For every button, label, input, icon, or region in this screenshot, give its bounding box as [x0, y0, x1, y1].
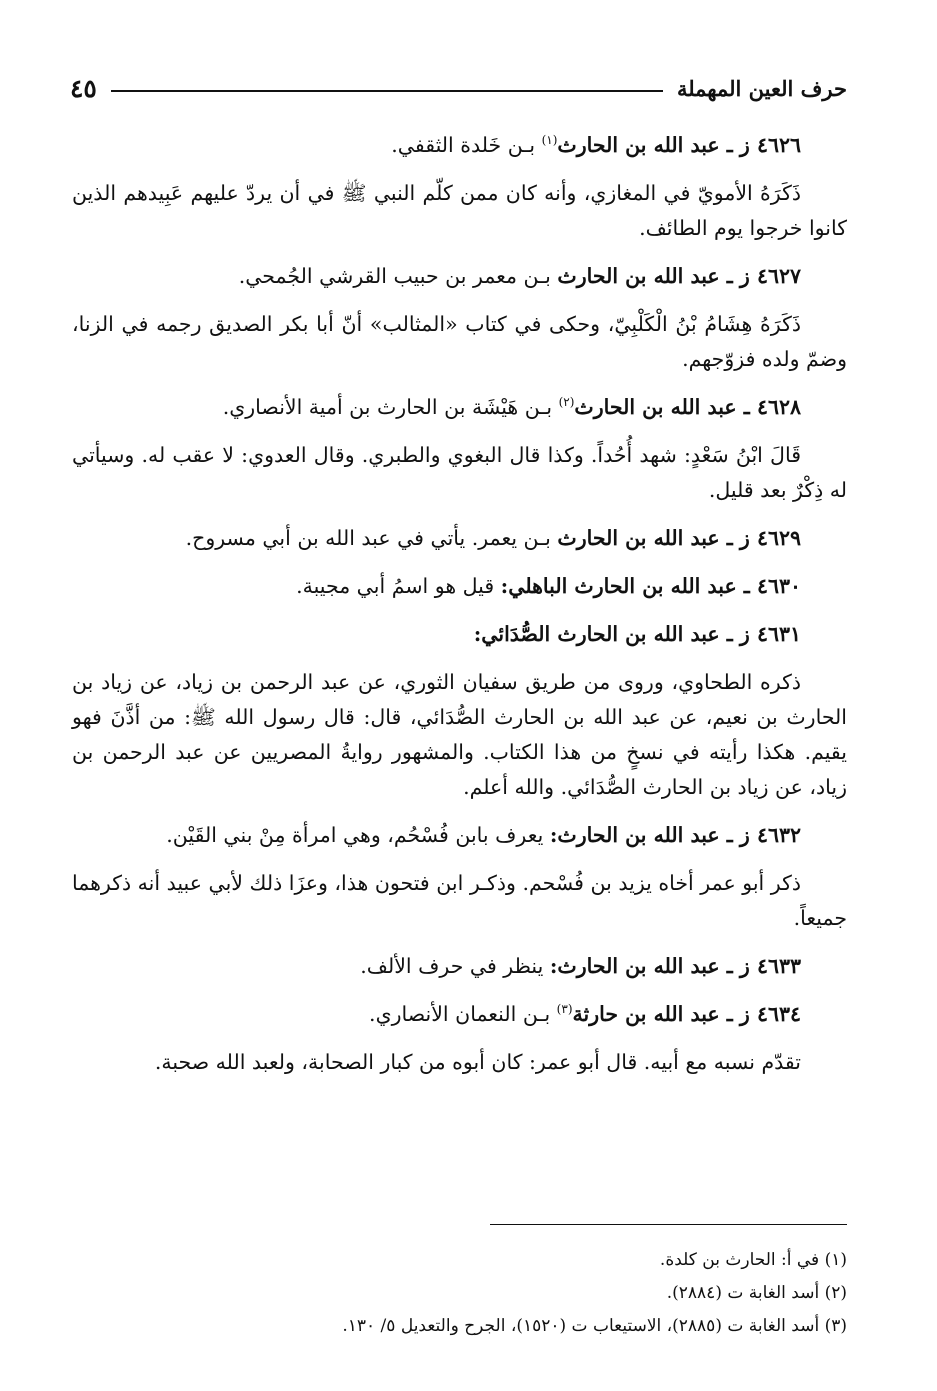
footnotes	[72, 1244, 847, 1343]
footnote: (٣) أسد الغابة ت (٢٨٨٥)، الاستيعاب ت (١٥٢٠)، الجرح والتعديل ٥/ ١٣٠.	[342, 1316, 847, 1336]
body-paragraph: تقدّم نسبه مع أبيه. قال أبو عمر: كان أبوه من كبار الصحابة، ولعبد الله صحبة.	[154, 1050, 801, 1074]
entry-heading-line	[72, 617, 847, 652]
entry-heading-line	[72, 818, 847, 853]
entry-heading: ٤٦٣٤ ز ـ عبد الله بن حارثة	[572, 1002, 801, 1026]
running-title: حرف العين المهملة	[676, 75, 847, 101]
body-paragraph: قَالَ ابْنُ سَعْدٍ: شهد أُحُداً. وكذا قال البغوي والطبري. وقال العدوي: لا عقب له. وسيأتي له ذِكْرٌ بعد قليل.	[72, 443, 847, 502]
footnote-marker: (١)	[541, 133, 558, 148]
entry-heading-line	[72, 949, 847, 984]
entry-heading-line	[72, 128, 847, 163]
body-paragraph: ذكر أبو عمر أخاه يزيد بن فُسْحم. وذكـر ابن فتحون هذا، وعزَا ذلك لأبي عبيد أنه ذكرهما جميعاً.	[72, 871, 847, 930]
entry-text: بـن خَلدة الثقفي.	[391, 133, 542, 157]
entry-heading: ٤٦٣٣ ز ـ عبد الله بن الحارث:	[549, 954, 801, 978]
entry-heading: ٤٦٢٨ ـ عبد الله بن الحارث	[574, 395, 801, 419]
body-paragraph: ذَكَرَهُ الأمويّ في المغازي، وأنه كان ممن كلّم النبي ﷺ في أن يردّ عليهم عَبِيدهم الذين كانوا خرجوا يوم الطائف.	[72, 181, 847, 240]
entry-text: بـن هَيْشَة بن الحارث بن أمية الأنصاري.	[222, 395, 559, 419]
header-rule	[111, 90, 663, 92]
footnote: (٢) أسد الغابة ت (٢٨٨٤).	[666, 1283, 847, 1303]
footnote-marker: (٢)	[558, 395, 575, 410]
entry-heading-line	[72, 259, 847, 294]
entry-text: بـن النعمان الأنصاري.	[369, 1002, 557, 1026]
entry-heading-line	[72, 997, 847, 1032]
entry-heading: ٤٦٢٩ ز ـ عبد الله بن الحارث	[557, 526, 801, 550]
entry-heading: ٤٦٣٠ ـ عبد الله بن الحارث الباهلي:	[500, 574, 801, 598]
footnote-marker: (٣)	[556, 1002, 573, 1017]
body-paragraph: ذَكَرَهُ هِشَامُ بْنُ الْكَلْبِيّ، وحكى في كتاب «المثالب» أنّ أبا بكر الصديق رجمه في الزنا، وضمّ ولده فزوّجهم.	[72, 312, 847, 371]
entry-heading: ٤٦٢٦ ز ـ عبد الله بن الحارث	[557, 133, 801, 157]
footnote-separator	[490, 1224, 847, 1225]
entry-heading-line	[72, 390, 847, 425]
entry-heading: ٤٦٣٢ ز ـ عبد الله بن الحارث:	[549, 823, 801, 847]
body-paragraph: ذكره الطحاوي، وروى من طريق سفيان الثوري، عن عبد الرحمن بن زياد، عن زياد بن الحارث بن نعيم، عن عبد الله بن الحارث الصُّدَائي، قال: قال رسول الله ﷺ: من أذَّنَ فهو يقيم. هكذا رأيته في نسخٍ من هذا الكتاب. والمشهور روايةُ المصريين عن عبد الرحمن بن زياد، عن زياد بن الحارث الصُّدَائي. والله أعلم.	[72, 670, 847, 799]
entry-heading: ٤٦٢٧ ز ـ عبد الله بن الحارث	[557, 264, 801, 288]
entry-text: ينظر في حرف الألف.	[360, 954, 550, 978]
page-header	[70, 70, 847, 106]
entry-heading-line	[72, 569, 847, 604]
entry-text: يعرف بابن فُسْحُم، وهي امرأة مِنْ بني القَيْن.	[166, 823, 550, 847]
entry-text: قيل هو اسمُ أبي مجيبة.	[296, 574, 501, 598]
entry-heading-line	[72, 521, 847, 556]
page-number: ٤٥	[70, 73, 97, 103]
page-body	[72, 128, 847, 1093]
entry-text: بـن يعمر. يأتي في عبد الله بن أبي مسروح.	[185, 526, 558, 550]
entry-heading: ٤٦٣١ ز ـ عبد الله بن الحارث الصُّدَائي:	[473, 622, 801, 646]
footnote: (١) في أ: الحارث بن كلدة.	[659, 1250, 847, 1270]
entry-text: بـن معمر بن حبيب القرشي الجُمحي.	[238, 264, 558, 288]
